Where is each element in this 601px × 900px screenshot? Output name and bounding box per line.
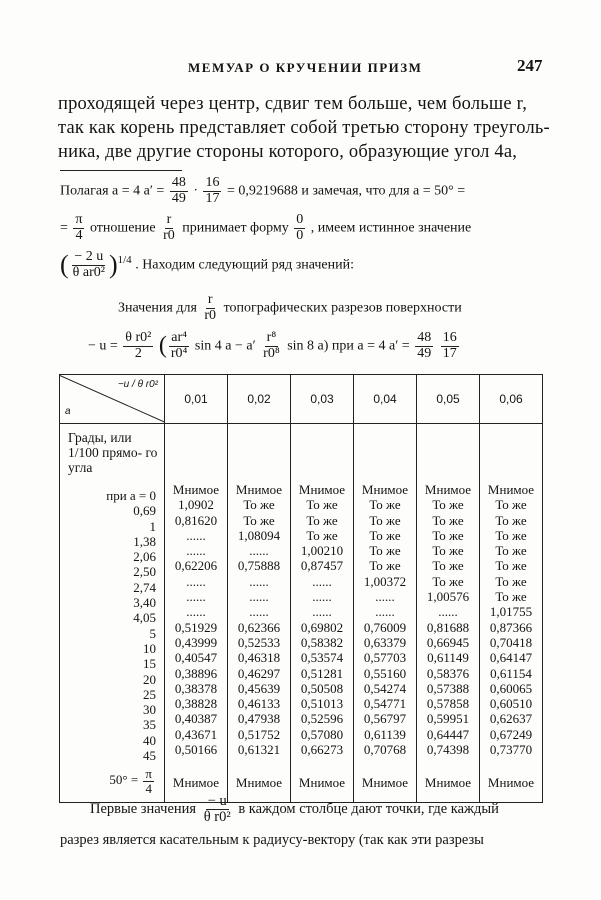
formula-text: sin 4 a − a′ (194, 338, 256, 354)
bottom-line-1 (90, 794, 499, 825)
table-cell: То же (306, 497, 338, 513)
table-cell: То же (306, 512, 338, 528)
angle-value: при a = 0 (106, 488, 156, 503)
last-angle-text: 50° = (109, 772, 139, 788)
caption-text: Значения для (118, 300, 197, 316)
table-cell: 0,70418 (489, 634, 533, 650)
value-column (228, 424, 291, 764)
table-cell: 0,62206 (174, 558, 218, 574)
table-cell: 0,58382 (300, 634, 344, 650)
table-cell: 0,76009 (363, 619, 407, 635)
column-header: 0,05 (417, 375, 480, 424)
denominator: r0 (163, 227, 175, 243)
table-cell: 0,61154 (490, 665, 532, 681)
table-cell: То же (495, 527, 527, 543)
paren: ( (158, 332, 167, 359)
table-cell: ...... (438, 604, 458, 620)
table-cell: 0,87457 (300, 558, 344, 574)
corner-bottom-label: a (65, 406, 71, 417)
table-cell: 0,51752 (237, 726, 281, 742)
fraction (71, 250, 107, 280)
denominator: 4 (145, 780, 152, 796)
table-cell: То же (369, 497, 401, 513)
table-body-row (60, 424, 543, 764)
fraction (170, 176, 188, 206)
table-cell: ...... (186, 543, 206, 559)
footnote-line-3 (60, 250, 354, 280)
corner (60, 375, 164, 423)
table-cell: 0,66273 (300, 742, 344, 758)
table-cell: ...... (375, 604, 395, 620)
table-cell: 0,57703 (363, 650, 407, 666)
denominator: 49 (171, 190, 186, 206)
table-cell: 0,61139 (364, 726, 406, 742)
body-line-1: проходящей через центр, сдвиг тем больше, чем больше r, (58, 94, 528, 114)
denominator: θ ar0² (72, 264, 105, 280)
table-cell: То же (432, 512, 464, 528)
value-list (228, 482, 290, 757)
column-header: 0,03 (291, 375, 354, 424)
table-cell: 0,75888 (237, 558, 281, 574)
table-cell: 0,38896 (174, 665, 218, 681)
table-cell: 0,40547 (174, 650, 218, 666)
fraction (203, 176, 221, 206)
table-cell: 0,73770 (489, 742, 533, 758)
numerator: − 2 u (74, 249, 104, 264)
value-list (417, 482, 479, 757)
value-column (354, 424, 417, 764)
column-header: 0,04 (354, 375, 417, 424)
column-header: 0,06 (480, 375, 543, 424)
footnote-line-1 (60, 176, 465, 206)
value-column (417, 424, 480, 764)
fraction (202, 794, 233, 825)
numerator: 0 (296, 212, 304, 227)
angle-list (60, 488, 164, 763)
numerator: 16 (442, 330, 457, 345)
table-cell: ...... (186, 604, 206, 620)
angle-value: 1 (149, 518, 156, 534)
table-cell: Мнимое (298, 482, 346, 497)
footnote-text: принимает форму (182, 220, 289, 236)
bottom-line-2: разрез является касательным к радиусу-вектору (так как эти разрезы (60, 832, 484, 848)
table-cell: 0,81620 (174, 512, 218, 528)
table-cell: То же (432, 573, 464, 589)
denominator: 0 (296, 227, 304, 243)
body-line-3: ника, две другие стороны которого, образующие угол 4a, (58, 142, 518, 162)
numerator: r (166, 212, 172, 227)
denominator: 4 (75, 227, 83, 243)
formula-text: при a = 4 a′ = (331, 338, 410, 354)
table-cell: 0,81688 (426, 619, 470, 635)
table-cell: 0,38828 (174, 696, 218, 712)
table-cell: То же (432, 558, 464, 574)
value-list (165, 482, 227, 757)
table-cell: 0,54771 (363, 696, 407, 712)
table-cell: 0,59951 (426, 711, 470, 727)
angle-column-header: Грады, или 1/100 прямо- го угла (68, 430, 158, 475)
angle-value: 45 (143, 748, 156, 764)
table-cell: 0,63379 (363, 634, 407, 650)
table-cell: 0,60510 (489, 696, 533, 712)
bottom-text: Первые значения (90, 801, 197, 818)
table-cell: 0,57080 (300, 726, 344, 742)
table-cell: То же (432, 543, 464, 559)
table-cell: 0,58376 (426, 665, 470, 681)
value-cell: Мнимое (480, 763, 543, 802)
numerator: θ r0² (125, 330, 152, 345)
table-cell: 0,74398 (426, 742, 470, 758)
column-header: 0,01 (165, 375, 228, 424)
table-cell: То же (369, 512, 401, 528)
table-cell: ...... (312, 573, 332, 589)
table-cell: 0,43999 (174, 634, 218, 650)
table-cell: 0,43671 (174, 726, 218, 742)
footnote-text: = (60, 220, 68, 236)
numerator: − u (207, 793, 227, 809)
table-cell: 0,51013 (300, 696, 344, 712)
table-caption (118, 293, 462, 323)
numerator: π (145, 766, 152, 782)
fraction (294, 213, 305, 243)
table-corner-cell (60, 375, 165, 424)
table-cell: Мнимое (172, 482, 220, 497)
table-cell: 0,40387 (174, 711, 218, 727)
angle-value: 10 (143, 640, 156, 656)
table-cell: 0,87366 (489, 619, 533, 635)
bottom-text: в каждом столбце дают точки, где каждый (238, 801, 499, 818)
table-cell: 0,56797 (363, 711, 407, 727)
denominator: r0 (204, 307, 217, 323)
denominator: 17 (205, 190, 220, 206)
table-cell: ...... (375, 589, 395, 605)
fraction (143, 767, 154, 795)
page-number: 247 (517, 56, 543, 75)
angle-value: 35 (143, 717, 156, 733)
corner-top-label: −u / θ r0² (117, 379, 158, 390)
table-cell: ...... (312, 589, 332, 605)
numerator: 48 (171, 175, 186, 190)
table-cell: 0,57388 (426, 680, 470, 696)
table-cell: 0,45639 (237, 680, 281, 696)
table-cell: 0,66945 (426, 634, 470, 650)
table-cell: ...... (186, 589, 206, 605)
table-cell: 0,50508 (300, 680, 344, 696)
fraction (73, 213, 84, 243)
table-cell: ...... (312, 604, 332, 620)
paren: ( (60, 250, 69, 280)
table-cell: 1,00210 (300, 543, 344, 559)
table-cell: ...... (249, 589, 269, 605)
table-cell: То же (243, 512, 275, 528)
table-cell: То же (495, 589, 527, 605)
table-cell: 1,0902 (178, 497, 214, 513)
angle-value: 40 (143, 732, 156, 748)
numerator: π (75, 212, 83, 227)
footnote-rule (60, 170, 182, 171)
table-cell: ...... (249, 543, 269, 559)
table-cell: 0,62366 (237, 619, 281, 635)
fraction (161, 213, 177, 243)
table-cell: 0,51929 (174, 619, 218, 635)
footnote-line-2 (60, 213, 471, 243)
dot-operator: · (193, 183, 198, 199)
numerator: r⁸ (266, 330, 277, 345)
table-cell: ...... (249, 573, 269, 589)
angle-value: 1,38 (133, 533, 156, 549)
angle-value: 3,40 (133, 595, 156, 611)
value-list (354, 482, 416, 757)
table-cell: Мнимое (424, 482, 472, 497)
table-cell: ...... (186, 573, 206, 589)
table-cell: 1,00372 (363, 573, 407, 589)
table-cell: 0,46297 (237, 665, 281, 681)
table-cell: То же (495, 497, 527, 513)
denominator: r0⁴ (170, 345, 188, 361)
table-cell: 1,01755 (489, 604, 533, 620)
angle-value: 30 (143, 702, 156, 718)
table-cell: То же (495, 573, 527, 589)
angle-value: 25 (143, 686, 156, 702)
table-cell: 0,38378 (174, 680, 218, 696)
numerator: ar⁴ (171, 330, 188, 345)
footnote-text: , имеем истинное значение (310, 220, 472, 236)
table-cell: 0,60065 (489, 680, 533, 696)
table-cell: 0,46318 (237, 650, 281, 666)
angle-value: 2,06 (133, 549, 156, 565)
angle-value: 5 (149, 625, 156, 641)
fraction (415, 331, 433, 361)
table-cell: Мнимое (235, 482, 283, 497)
table-cell: 0,64447 (426, 726, 470, 742)
table-cell: 1,00576 (426, 589, 470, 605)
caption-text: топографических разрезов поверхности (223, 300, 462, 316)
fraction (169, 331, 190, 361)
table-cell: ...... (249, 604, 269, 620)
table-cell: 0,52596 (300, 711, 344, 727)
body-line-2: так как корень представляет собой третью сторону треуголь- (58, 118, 550, 138)
value-cell: Мнимое (291, 763, 354, 802)
table-cell: 0,52533 (237, 634, 281, 650)
table-cell: 0,54274 (363, 680, 407, 696)
value-column (165, 424, 228, 764)
table-cell: 0,62637 (489, 711, 533, 727)
value-column (291, 424, 354, 764)
table-cell: 0,51281 (300, 665, 344, 681)
table-cell: То же (243, 497, 275, 513)
formula (88, 331, 461, 361)
table-cell: То же (432, 527, 464, 543)
footnote-text: = 0,9219688 и замечая, что для a = 50° = (226, 183, 466, 199)
table-cell: То же (369, 558, 401, 574)
denominator: r0⁸ (263, 345, 280, 361)
table-cell: То же (369, 527, 401, 543)
formula-text: sin 8 a) (287, 338, 329, 354)
table-cell: Мнимое (487, 482, 535, 497)
table-cell: 0,67249 (489, 726, 533, 742)
footnote-text: . Находим следующий ряд значений: (135, 257, 354, 273)
fraction (441, 331, 459, 361)
value-cell: Мнимое (354, 763, 417, 802)
value-cell: Мнимое (417, 763, 480, 802)
table-cell: 0,46133 (237, 696, 281, 712)
table-cell: 0,64147 (489, 650, 533, 666)
fraction (202, 293, 218, 323)
denominator: 49 (417, 345, 432, 361)
numerator: 16 (205, 175, 220, 190)
angle-value: 2,74 (133, 579, 156, 595)
table-cell: 0,61321 (237, 742, 281, 758)
table-cell: 0,57858 (426, 696, 470, 712)
paren: ) (108, 250, 118, 280)
angle-value: 0,69 (133, 503, 156, 519)
footnote-text: отношение (89, 220, 156, 236)
exponent: 1/4 (117, 253, 132, 266)
value-list (291, 482, 353, 757)
table-cell: То же (495, 543, 527, 559)
table-cell: 0,53574 (300, 650, 344, 666)
footnote-text: Полагая a = 4 a′ = (60, 183, 165, 199)
table-cell: ...... (186, 527, 206, 543)
table-header-row (60, 375, 543, 424)
table-cell: 0,50166 (174, 742, 218, 758)
table-cell: То же (369, 543, 401, 559)
denominator: 17 (442, 345, 457, 361)
table-cell: 0,69802 (300, 619, 344, 635)
angle-value: 20 (143, 671, 156, 687)
fraction (123, 331, 153, 361)
column-header: 0,02 (228, 375, 291, 424)
denominator: 2 (134, 345, 142, 361)
table-cell: То же (495, 558, 527, 574)
table-cell: 0,55160 (363, 665, 407, 681)
running-header: МЕМУАР О КРУЧЕНИИ ПРИЗМ (188, 60, 423, 75)
table-cell: 0,61149 (427, 650, 469, 666)
angle-value: 2,50 (133, 564, 156, 580)
angle-value: 4,05 (133, 610, 156, 626)
fraction (261, 331, 282, 361)
values-table (59, 374, 543, 803)
numerator: r (207, 292, 213, 307)
table-cell: То же (495, 512, 527, 528)
numerator: 48 (417, 330, 432, 345)
value-list (480, 482, 542, 757)
value-cell: Мнимое (228, 763, 291, 802)
table-cell: Мнимое (361, 482, 409, 497)
table-cell: 1,08094 (237, 527, 281, 543)
table-cell: 0,47938 (237, 711, 281, 727)
angle-value: 15 (143, 656, 156, 672)
formula-text: − u = (88, 338, 118, 354)
table-cell: 0,70768 (363, 742, 407, 758)
angle-column (60, 424, 165, 764)
table-cell: То же (432, 497, 464, 513)
value-cell: Мнимое (165, 763, 228, 802)
denominator: θ r0² (203, 809, 231, 826)
table-cell: То же (306, 527, 338, 543)
value-column (480, 424, 543, 764)
